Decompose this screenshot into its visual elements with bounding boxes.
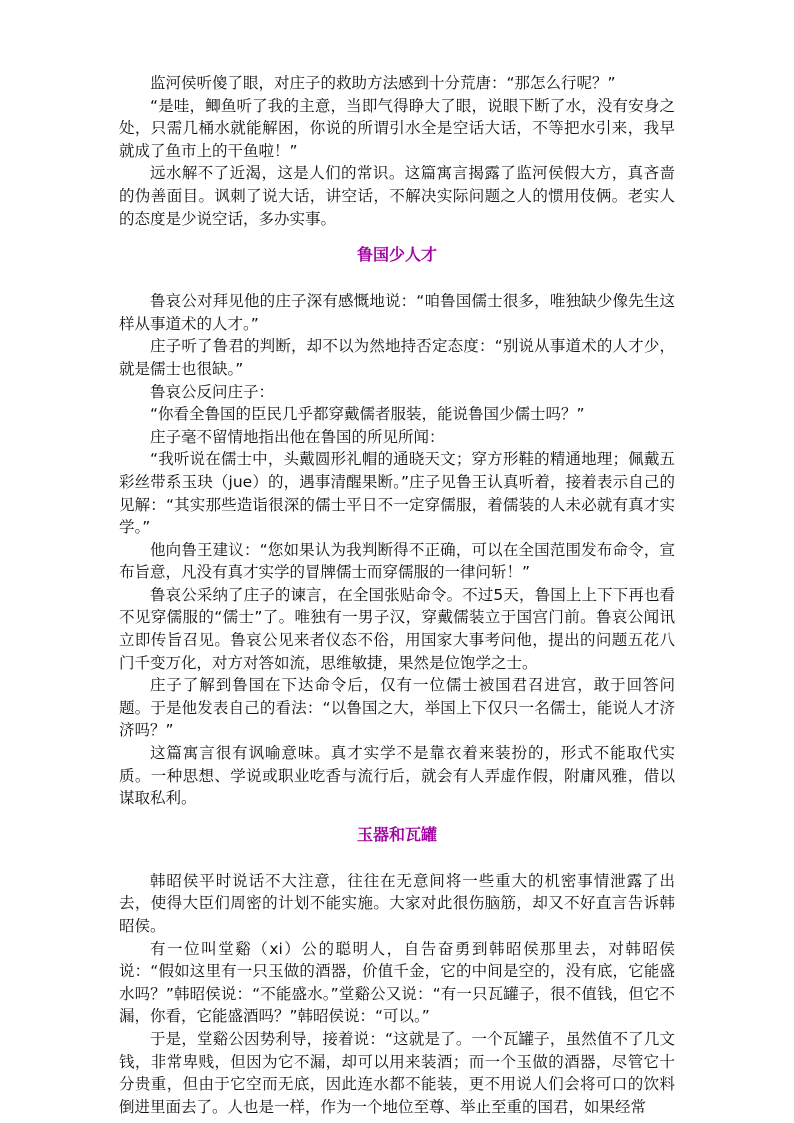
paragraph: 鲁哀公采纳了庄子的谏言，在全国张贴命令。不过5天，鲁国上上下下再也看不见穿儒服的“儒士”了。唯独有一男子汉，穿戴儒装立于国宫门前。鲁哀公闻讯立即传旨召见。鲁哀公见来者仪态不俗，用国家大事考问他，提出的问题五花八门千变万化，对方对答如流，思维敏捷，果然是位饱学之士。 <box>119 585 675 672</box>
paragraph: “我听说在儒士中，头戴圆形礼帽的通晓天文；穿方形鞋的精通地理；佩戴五彩丝带系玉玦（jue）的，遇事清醒果断。”庄子见鲁王认真听着，接着表示自己的见解：“其实那些造诣很深的儒士平日不一定穿儒服，着儒装的人未必就有真才实学。” <box>119 450 675 537</box>
paragraph: 庄子听了鲁君的判断，却不以为然地持否定态度：“别说从事道术的人才少，就是儒士也很缺。” <box>119 337 675 378</box>
paragraph: 这篇寓言很有讽喻意味。真才实学不是靠衣着来装扮的，形式不能取代实质。一种思想、学说或职业吃香与流行后，就会有人弄虚作假，附庸风雅，借以谋取私利。 <box>119 744 675 808</box>
section-jianhehou <box>119 72 675 230</box>
section-yuqi <box>119 870 675 1119</box>
section-title-yuqi: 玉器和瓦罐 <box>356 824 437 844</box>
paragraph: 庄子了解到鲁国在下达命令后，仅有一位儒士被国君召进宫，敢于回答问题。于是他发表自己的看法：“以鲁国之大，举国上下仅只一名儒士，能说人才济济吗？” <box>119 676 675 740</box>
paragraph: 庄子毫不留情地指出他在鲁国的所见所闻： <box>150 427 445 446</box>
paragraph: 远水解不了近渴，这是人们的常识。这篇寓言揭露了监河侯假大方，真吝啬的伪善面目。讽刺了说大话，讲空话，不解决实际问题之人的惯用伎俩。老实人的态度是少说空话，多办实事。 <box>119 164 675 228</box>
section-luguo <box>119 290 675 810</box>
paragraph: “是哇，鲫鱼听了我的主意，当即气得睁大了眼，说眼下断了水，没有安身之处，只需几桶水就能解困，你说的所谓引水全是空话大话，不等把水引来，我早就成了鱼市上的干鱼啦！” <box>119 96 675 160</box>
paragraph: 监河侯听傻了眼，对庄子的救助方法感到十分荒唐：“那怎么行呢？” <box>150 74 616 92</box>
paragraph: 他向鲁王建议：“您如果认为我判断得不正确，可以在全国范围发布命令，宣布旨意，凡没有真才实学的冒牌儒士而穿儒服的一律问斩！” <box>119 540 675 582</box>
paragraph: 鲁哀公对拜见他的庄子深有感慨地说：“咱鲁国儒士很多，唯独缺少像先生这样从事道术的人才。” <box>119 292 675 333</box>
paragraph: “你看全鲁国的臣民几乎都穿戴儒者服装，能说鲁国少儒士吗？” <box>150 405 585 424</box>
paragraph: 韩昭侯平时说话不大注意，往往在无意间将一些重大的机密事情泄露了出去，使得大臣们周密的计划不能实施。大家对此很伤脑筋，却又不好直言告诉韩昭侯。 <box>119 871 675 935</box>
section-title-luguo: 鲁国少人才 <box>356 245 437 265</box>
document-page <box>119 72 675 1118</box>
paragraph: 有一位叫堂谿（xi）公的聪明人，自告奋勇到韩昭侯那里去，对韩昭侯说：“假如这里有一只玉做的酒器，价值千金，它的中间是空的，没有底，它能盛水吗？”韩昭侯说：“不能盛水。”堂谿公又说：“有一只瓦罐子，很不值钱，但它不漏，你看，它能盛酒吗？”韩昭侯说：“可以。” <box>119 939 675 1026</box>
paragraph: 于是，堂谿公因势利导，接着说：“这就是了。一个瓦罐子，虽然值不了几文钱，非常卑贱，但因为它不漏，却可以用来装酒；而一个玉做的酒器，尽管它十分贵重，但由于它空而无底，因此连水都不能装，更不用说人们会将可口的饮料倒进里面去了。人也是一样，作为一个地位至尊、举止至重的国君，如果经常 <box>119 1029 675 1116</box>
paragraph: 鲁哀公反问庄子： <box>150 382 275 401</box>
